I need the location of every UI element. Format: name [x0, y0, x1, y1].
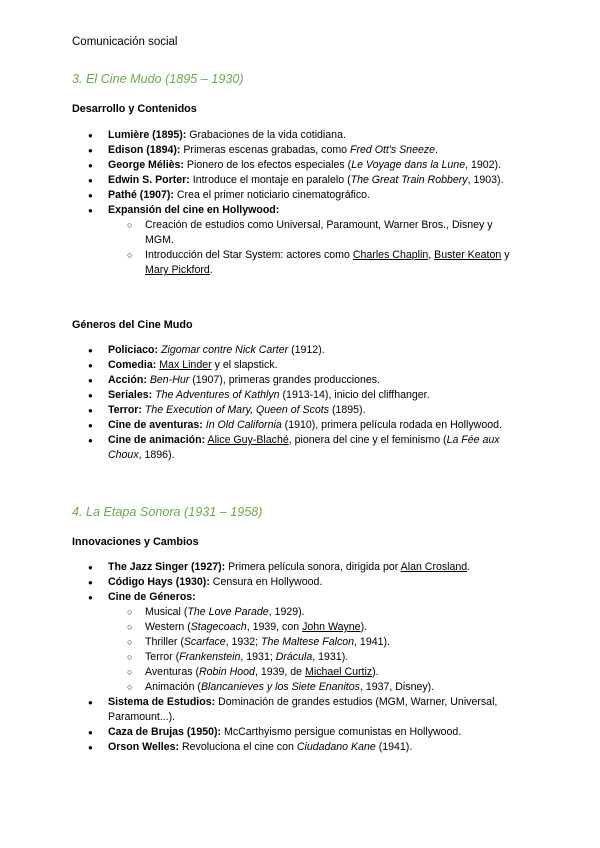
sub-item-animacion: ○ Animación (Blancanieves y los Siete Enanitos, 1937, Disney). — [0, 680, 600, 695]
link-alice-guy-blache[interactable]: Alice Guy-Blaché — [207, 434, 289, 446]
list-item-accion: ● Acción: Ben-Hur (1907), primeras grandes producciones. — [0, 373, 600, 388]
link-charles-chaplin[interactable]: Charles Chaplin — [352, 249, 429, 261]
link-max-linder[interactable]: Max Linder — [159, 359, 212, 371]
list-item-cine-generos: ● Cine de Géneros: — [0, 590, 600, 605]
list-item-comedia: ● Comedia: Max Linder y el slapstick. — [0, 358, 600, 373]
list-item-aventuras: ● Cine de aventuras: In Old California (1910), primera película rodada en Hollywood. — [0, 418, 600, 433]
list-item-hollywood: ● Expansión del cine en Hollywood: — [0, 203, 600, 218]
list-item-terror: ● Terror: The Execution of Mary, Queen of Scots (1895). — [0, 403, 600, 418]
section-3-development-list — [0, 128, 600, 278]
list-item-caza-brujas: ● Caza de Brujas (1950): McCarthyismo persigue comunistas en Hollywood. — [0, 725, 600, 740]
link-michael-curtiz[interactable]: Michael Curtiz — [305, 666, 373, 678]
section-4-list — [0, 560, 600, 755]
list-item-pathe: ● Pathé (1907): Crea el primer noticiario cinematográfico. — [0, 188, 600, 203]
section-4-subtitle-innovations: Innovaciones y Cambios — [72, 536, 199, 548]
sub-item-thriller: ○ Thriller (Scarface, 1932; The Maltese Falcon, 1941). — [0, 635, 600, 650]
section-3-title: 3. El Cine Mudo (1895 – 1930) — [72, 72, 244, 86]
link-john-wayne[interactable]: John Wayne — [302, 621, 361, 633]
sub-item-star-system: ○ Introducción del Star System: actores como Charles Chaplin, Buster Keaton y Mary Pickford. — [0, 248, 600, 278]
list-item-seriales: ● Seriales: The Adventures of Kathlyn (1913-14), inicio del cliffhanger. — [0, 388, 600, 403]
sub-item-aventuras: ○ Aventuras (Robin Hood, 1939, de Michael Curtiz). — [0, 665, 600, 680]
sub-item-western: ○ Western (Stagecoach, 1939, con John Wayne). — [0, 620, 600, 635]
list-item-codigo-hays: ● Código Hays (1930): Censura en Hollywood. — [0, 575, 600, 590]
sub-item-musical: ○ Musical (The Love Parade, 1929). — [0, 605, 600, 620]
sub-item-terror: ○ Terror (Frankenstein, 1931; Drácula, 1931). — [0, 650, 600, 665]
section-4-title: 4. La Etapa Sonora (1931 – 1958) — [72, 505, 263, 519]
section-3-subtitle-development: Desarrollo y Contenidos — [72, 103, 197, 115]
list-item-orson-welles: ● Orson Welles: Revoluciona el cine con Ciudadano Kane (1941). — [0, 740, 600, 755]
list-item-policiaco: ● Policiaco: Zigomar contre Nick Carter (1912). — [0, 343, 600, 358]
list-item-sistema-estudios: ● Sistema de Estudios: Dominación de grandes estudios (MGM, Warner, Universal, Paramount...). — [0, 695, 600, 725]
sub-item-estudios: ○ Creación de estudios como Universal, Paramount, Warner Bros., Disney y MGM. — [0, 218, 600, 248]
list-item-lumiere: ● Lumière (1895): Grabaciones de la vida cotidiana. — [0, 128, 600, 143]
list-item-edison: ● Edison (1894): Primeras escenas grabadas, como Fred Ott's Sneeze. — [0, 143, 600, 158]
link-buster-keaton[interactable]: Buster Keaton — [434, 249, 502, 261]
section-3-genres-list — [0, 343, 600, 463]
list-item-porter: ● Edwin S. Porter: Introduce el montaje en paralelo (The Great Train Robbery, 1903). — [0, 173, 600, 188]
page-header: Comunicación social — [72, 36, 178, 48]
list-item-animacion: ● Cine de animación: Alice Guy-Blaché, pionera del cine y el feminismo (La Fée aux Choux, 1896). — [0, 433, 600, 463]
link-alan-crosland[interactable]: Alan Crosland — [400, 561, 468, 573]
list-item-jazz-singer: ● The Jazz Singer (1927): Primera película sonora, dirigida por Alan Crosland. — [0, 560, 600, 575]
list-item-melies: ● George Méliès: Pionero de los efectos especiales (Le Voyage dans la Lune, 1902). — [0, 158, 600, 173]
section-3-subtitle-genres: Géneros del Cine Mudo — [72, 319, 193, 331]
link-mary-pickford[interactable]: Mary Pickford — [145, 264, 210, 276]
